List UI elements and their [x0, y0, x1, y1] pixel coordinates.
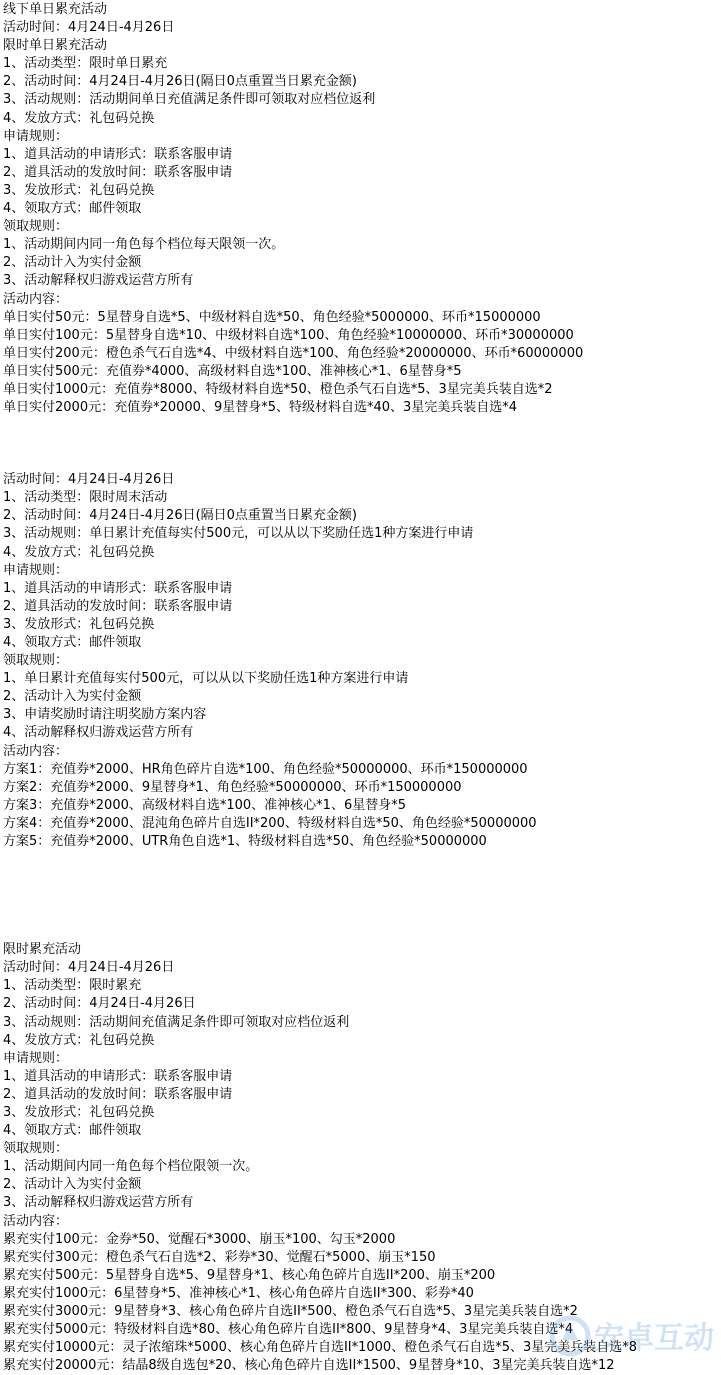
text-line: 4、发放方式：礼包码兑换 — [3, 1032, 155, 1048]
text-line: 2、活动时间：4月24日-4月26日 — [3, 996, 196, 1012]
reward-plan: 方案2：充值券*2000、9星替身*1、角色经验*50000000、环币*150000000 — [3, 779, 462, 795]
text-line: 1、活动类型：限时周末活动 — [3, 490, 168, 506]
reward-tier: 单日实付100元：5星替身自选*10、中级材料自选*100、角色经验*10000000、环币*30000000 — [3, 327, 574, 343]
text-line: 3、申请奖励时请注明奖励方案内容 — [3, 707, 207, 723]
reward-tier: 单日实付500元：充值券*4000、高级材料自选*100、准神核心*1、6星替身*5 — [3, 363, 462, 379]
text-line: 3、发放形式：礼包码兑换 — [3, 616, 155, 632]
text-line: 2、活动计入为实付金额 — [3, 255, 142, 271]
text-line: 1、活动类型：限时累充 — [3, 978, 142, 994]
content-heading: 活动内容： — [3, 1213, 69, 1229]
reward-plan: 方案1：充值券*2000、HR角色碎片自选*100、角色经验*50000000、环币*150000000 — [3, 761, 528, 777]
reward-tier: 累充实付1000元：6星替身*5、准神核心*1、核心角色碎片自选II*300、彩券*40 — [3, 1285, 474, 1301]
text-line: 4、发放方式：礼包码兑换 — [3, 544, 155, 560]
reward-plan: 方案4：充值券*2000、混沌角色碎片自选II*200、特级材料自选*50、角色经验*50000000 — [3, 815, 537, 831]
text-line: 4、领取方式：邮件领取 — [3, 201, 142, 217]
claim-rules-heading: 领取规则： — [3, 653, 69, 669]
activity-subtitle: 限时单日累充活动 — [3, 38, 108, 54]
reward-tier: 累充实付100元：金券*50、觉醒石*3000、崩玉*100、勾玉*2000 — [3, 1231, 396, 1247]
reward-tier: 累充实付20000元：结晶8级自选包*20、核心角色碎片自选II*1500、9星替身*10、3星完美兵装自选*12 — [3, 1358, 615, 1374]
reward-tier: 单日实付1000元：充值券*8000、特级材料自选*50、橙色杀气石自选*5、3星完美兵装自选*2 — [3, 381, 553, 397]
section-title: 线下单日累充活动 — [3, 2, 108, 17]
text-line: 3、活动解释权归游戏运营方所有 — [3, 1195, 194, 1211]
text-line: 3、发放形式：礼包码兑换 — [3, 1104, 155, 1120]
apply-rules-heading: 申请规则： — [3, 128, 69, 144]
text-line: 2、道具活动的发放时间：联系客服申请 — [3, 164, 233, 180]
text-line: 1、道具活动的申请形式：联系客服申请 — [3, 1068, 233, 1084]
text-line: 2、活动时间：4月24日-4月26日(隔日0点重置当日累充金额) — [3, 74, 358, 90]
reward-tier: 累充实付3000元：9星替身*3、核心角色碎片自选II*500、橙色杀气石自选*5、3星完美兵装自选*2 — [3, 1304, 578, 1319]
text-line: 1、活动期间内同一角色每个档位每天限领一次。 — [3, 237, 285, 253]
reward-tier: 单日实付200元：橙色杀气石自选*4、中级材料自选*100、角色经验*20000000、环币*60000000 — [3, 345, 584, 361]
reward-tier: 累充实付10000元：灵子浓缩珠*5000、核心角色碎片自选II*1000、橙色杀气石自选*5、3星完美兵装自选*8 — [3, 1340, 638, 1356]
section-spacer — [3, 851, 719, 941]
reward-plan: 方案5：充值券*2000、UTR角色自选*1、特级材料自选*50、角色经验*50000000 — [3, 834, 487, 850]
text-line: 3、发放形式：礼包码兑换 — [3, 182, 155, 198]
text-line: 2、活动时间：4月24日-4月26日(隔日0点重置当日累充金额) — [3, 508, 358, 524]
apply-rules-heading: 申请规则： — [3, 1050, 69, 1066]
reward-tier: 单日实付50元：5星替身自选*5、中级材料自选*50、角色经验*5000000、环币*15000000 — [3, 309, 541, 325]
section-title: 限时累充活动 — [3, 942, 82, 958]
section-daily-recharge — [3, 1, 719, 417]
text-line: 3、活动规则：单日累计充值每实付500元，可以从以下奖励任选1种方案进行申请 — [3, 526, 474, 542]
text-line: 1、活动类型：限时单日累充 — [3, 56, 168, 72]
text-line: 1、活动期间内同一角色每个档位限领一次。 — [3, 1159, 259, 1175]
document-body — [3, 1, 719, 1375]
text-line: 1、道具活动的申请形式：联系客服申请 — [3, 580, 233, 596]
content-heading: 活动内容： — [3, 291, 69, 307]
reward-tier: 单日实付2000元：充值券*20000、9星替身*5、特级材料自选*40、3星完美兵装自选*4 — [3, 400, 518, 416]
text-line: 2、活动计入为实付金额 — [3, 1177, 142, 1193]
text-line: 2、活动计入为实付金额 — [3, 689, 142, 705]
text-line: 3、活动规则：活动期间单日充值满足条件即可领取对应档位返利 — [3, 92, 376, 108]
claim-rules-heading: 领取规则： — [3, 219, 69, 235]
apply-rules-heading: 申请规则： — [3, 562, 69, 578]
text-line: 4、发放方式：礼包码兑换 — [3, 110, 155, 126]
text-line: 4、活动解释权归游戏运营方所有 — [3, 725, 194, 741]
text-line: 4、领取方式：邮件领取 — [3, 1123, 142, 1139]
activity-time: 活动时间：4月24日-4月26日 — [3, 960, 175, 976]
text-line: 2、道具活动的发放时间：联系客服申请 — [3, 1086, 233, 1102]
text-line: 1、道具活动的申请形式：联系客服申请 — [3, 146, 233, 162]
content-heading: 活动内容： — [3, 743, 69, 759]
text-line: 3、活动规则：活动期间充值满足条件即可领取对应档位返利 — [3, 1014, 350, 1030]
claim-rules-heading: 领取规则： — [3, 1141, 69, 1157]
reward-tier: 累充实付5000元：特级材料自选*80、核心角色碎片自选II*800、9星替身*4、3星完美兵装自选*4 — [3, 1322, 574, 1338]
text-line: 2、道具活动的发放时间：联系客服申请 — [3, 598, 233, 614]
section-cumulative-recharge — [3, 941, 719, 1375]
text-line: 4、领取方式：邮件领取 — [3, 635, 142, 650]
reward-plan: 方案3：充值券*2000、高级材料自选*100、准神核心*1、6星替身*5 — [3, 797, 406, 813]
activity-time: 活动时间：4月24日-4月26日 — [3, 472, 175, 488]
section-weekend-activity — [3, 471, 719, 851]
reward-tier: 累充实付300元：橙色杀气石自选*2、彩券*30、觉醒石*5000、崩玉*150 — [3, 1249, 436, 1265]
watermark-text: 安卓互动 — [594, 1321, 714, 1356]
activity-time: 活动时间：4月24日-4月26日 — [3, 20, 175, 36]
text-line: 3、活动解释权归游戏运营方所有 — [3, 273, 194, 289]
section-spacer — [3, 417, 719, 471]
text-line: 1、单日累计充值每实付500元，可以从以下奖励任选1种方案进行申请 — [3, 671, 409, 687]
reward-tier: 累充实付500元：5星替身自选*5、9星替身*1、核心角色碎片自选II*200、崩玉*200 — [3, 1267, 496, 1283]
